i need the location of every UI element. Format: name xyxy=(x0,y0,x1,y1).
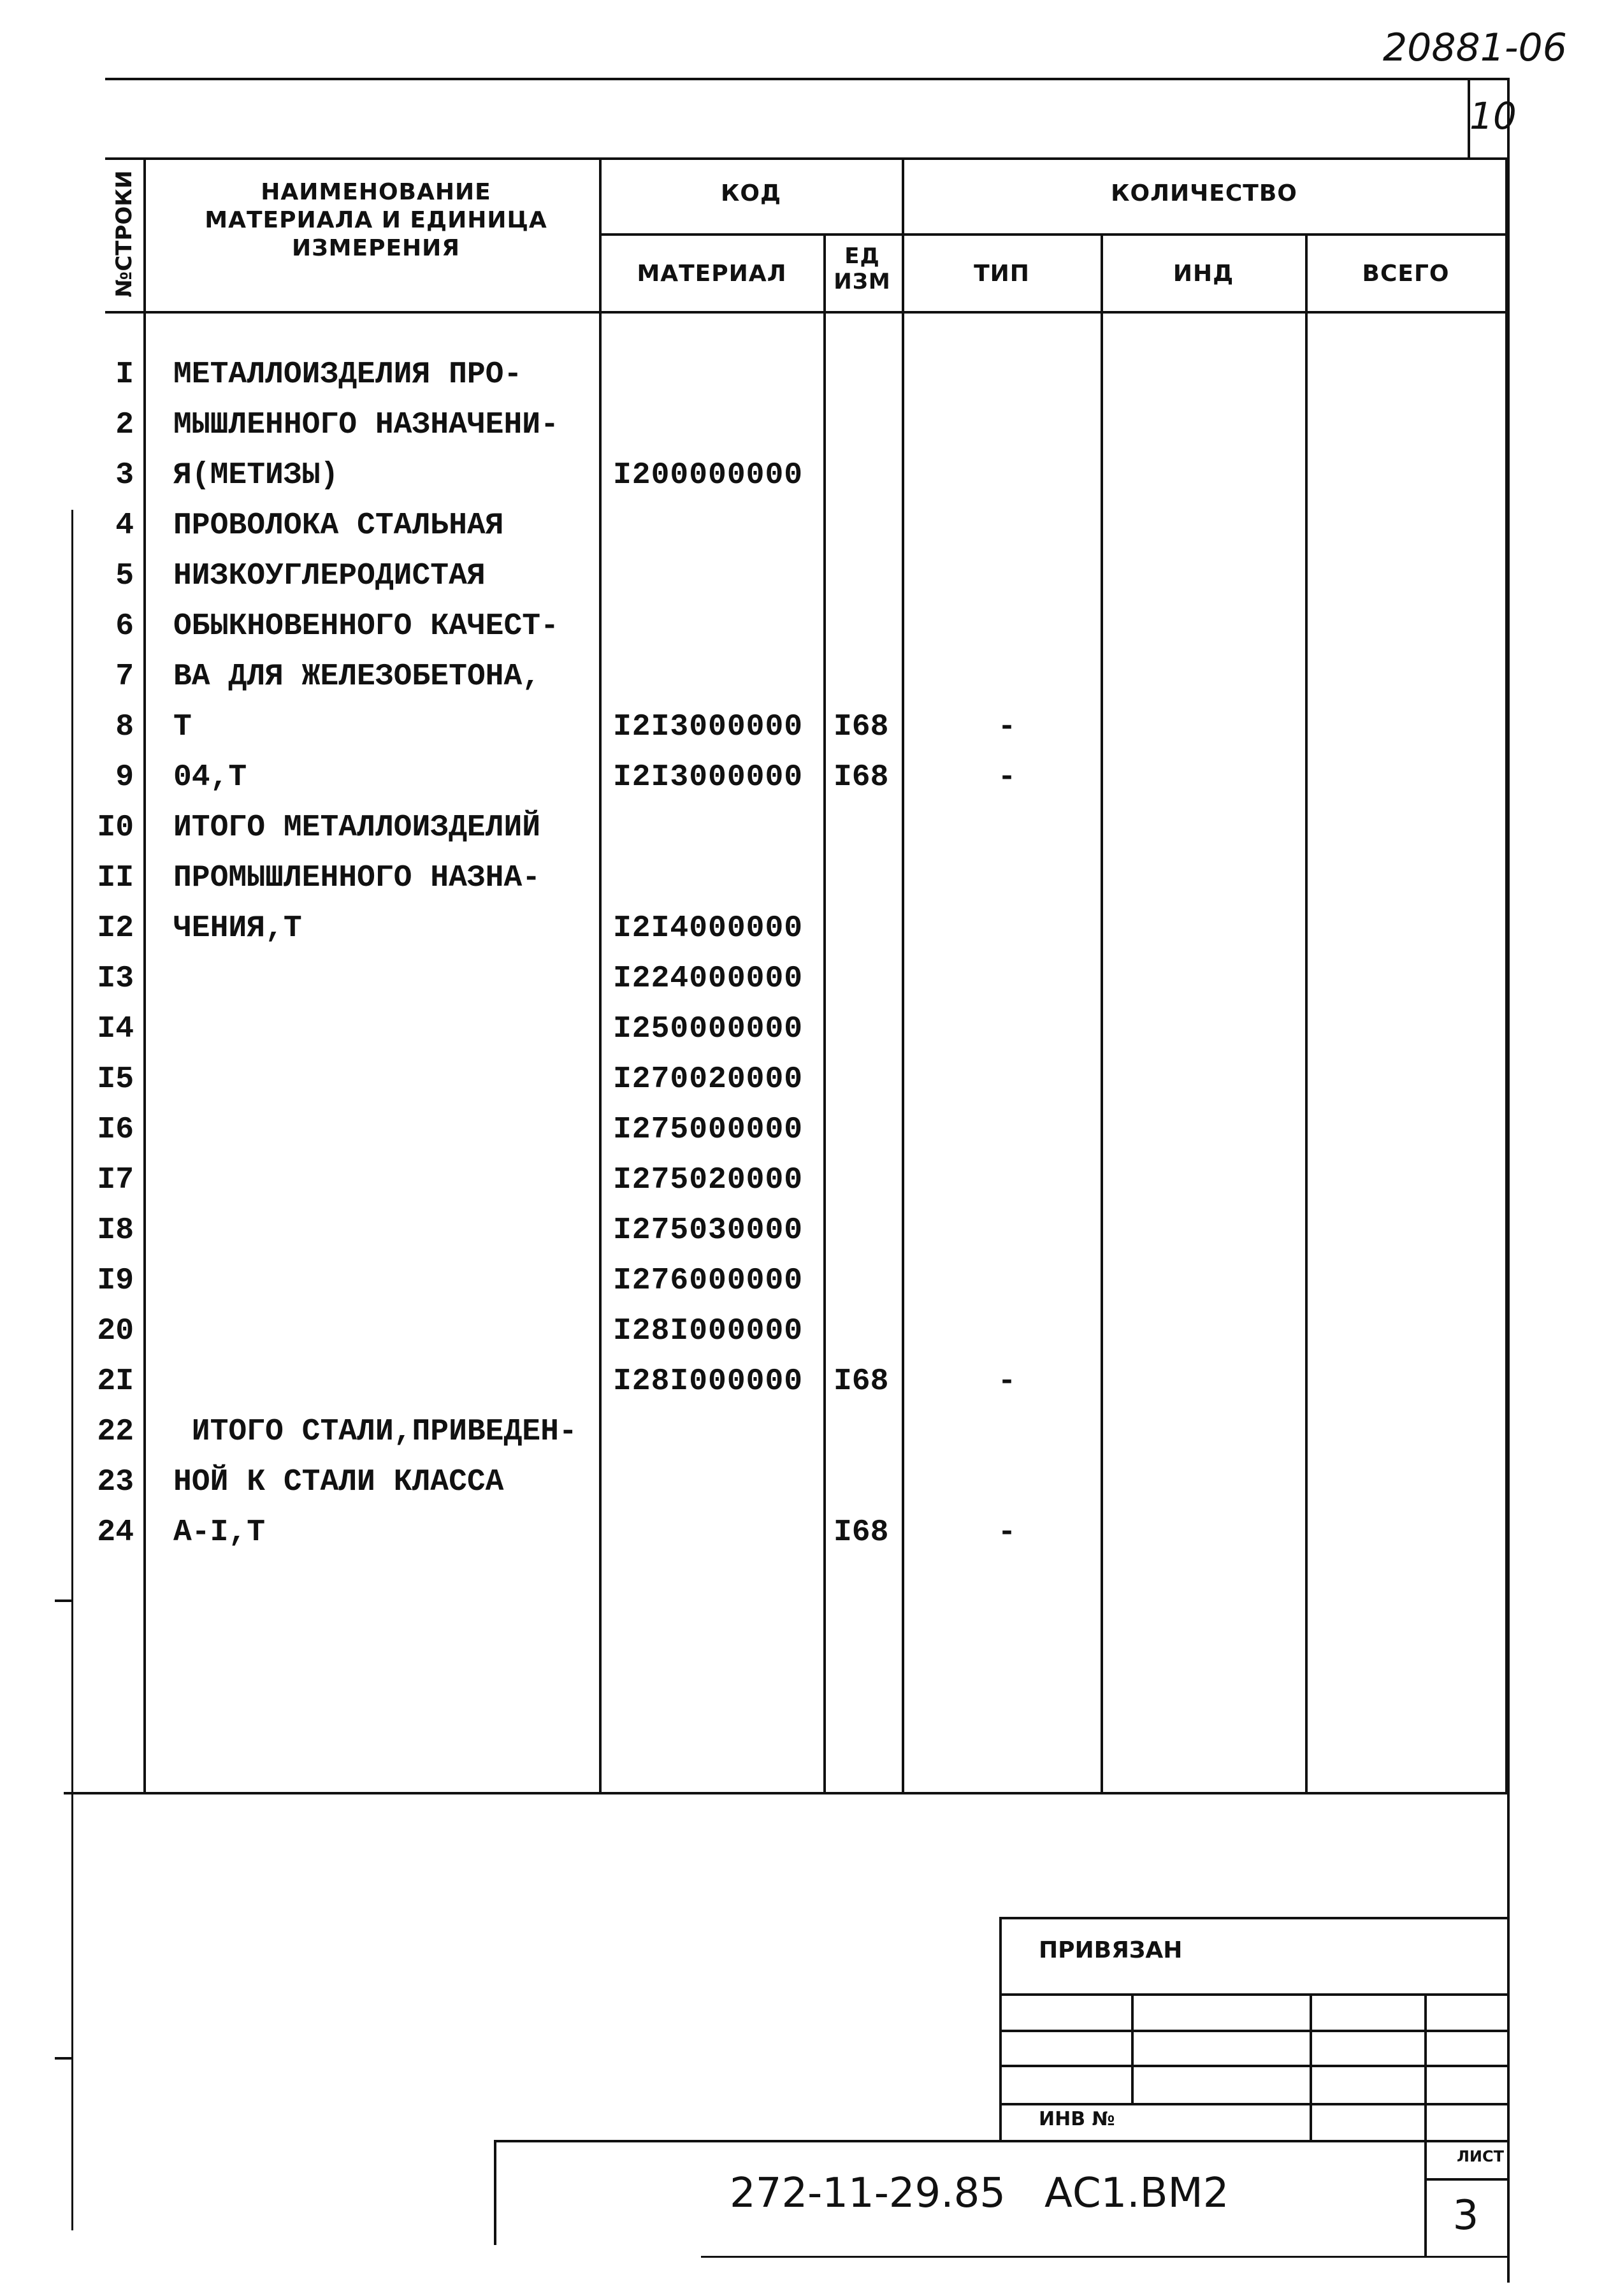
frame-top-line xyxy=(105,78,1507,80)
row-name: ПРОВОЛОКА СТАЛЬНАЯ xyxy=(173,509,504,543)
row-name: ОБЫКНОВЕННОГО КАЧЕСТ- xyxy=(173,609,559,644)
row-number: 7 xyxy=(115,660,134,694)
title-block-top-line xyxy=(494,2140,1507,2142)
row-number: I3 xyxy=(97,962,134,996)
row-number: I8 xyxy=(97,1213,134,1248)
row-number: 3 xyxy=(115,458,134,493)
material-column-header: МАТЕРИАЛ xyxy=(637,261,787,287)
row-name: ПРОМЫШЛЕННОГО НАЗНА- xyxy=(173,861,541,895)
row-name: МЕТАЛЛОИЗДЕЛИЯ ПРО- xyxy=(173,357,523,392)
page-number: 10 xyxy=(1470,94,1517,138)
row-unit-code: I68 xyxy=(834,1364,889,1399)
row-name: ЧЕНИЯ,Т xyxy=(173,911,302,946)
row-material-code: I28I000000 xyxy=(613,1364,804,1399)
table-bottom-line xyxy=(64,1792,1507,1794)
row-number: I4 xyxy=(97,1012,134,1046)
sheet-box-left-line xyxy=(1424,2140,1427,2258)
row-name: ВА ДЛЯ ЖЕЛЕЗОБЕТОНА, xyxy=(173,660,541,694)
sheet-box-mid-line xyxy=(1424,2178,1507,2181)
row-material-code: I275000000 xyxy=(613,1113,804,1147)
row-unit-code: I68 xyxy=(834,760,889,795)
col-line-1 xyxy=(143,157,146,1792)
name-column-header: НАИМЕНОВАНИЕ МАТЕРИАЛА И ЕДИНИЦА ИЗМЕРЕНИЯ xyxy=(205,179,547,261)
row-number: 8 xyxy=(115,710,134,744)
row-number: I2 xyxy=(97,911,134,946)
row-number: I6 xyxy=(97,1113,134,1147)
title-block-left-line xyxy=(494,2140,496,2245)
sheet-label: ЛИСТ xyxy=(1456,2148,1504,2165)
code-column-header: КОД xyxy=(720,180,782,206)
stamp-grid-line-2 xyxy=(999,2030,1507,2032)
row-name: А-I,Т xyxy=(173,1515,266,1550)
row-type-qty: - xyxy=(997,1364,1016,1399)
row-number: I9 xyxy=(97,1264,134,1298)
left-margin-line xyxy=(71,510,73,2230)
left-tick-1 xyxy=(55,1599,71,1602)
row-material-code: I276000000 xyxy=(613,1264,804,1298)
col-line-2 xyxy=(599,157,602,1792)
row-number: I0 xyxy=(97,811,134,845)
row-number: I5 xyxy=(97,1062,134,1097)
row-number: 5 xyxy=(115,559,134,593)
title-block-bottom-line xyxy=(701,2256,1507,2258)
row-number: 22 xyxy=(97,1415,134,1449)
stamp-grid-line-3 xyxy=(999,2065,1507,2067)
row-name: Я(МЕТИЗЫ) xyxy=(173,458,339,493)
stamp-top-line xyxy=(999,1917,1507,1919)
header-bottom-line xyxy=(105,311,1507,314)
row-unit-code: I68 xyxy=(834,1515,889,1550)
inventory-label: ИНВ № xyxy=(1039,2108,1115,2130)
document-designation: 272-11-29.85 АС1.ВМ2 xyxy=(730,2170,1229,2217)
col-line-5 xyxy=(1101,233,1103,1792)
row-type-qty: - xyxy=(997,1515,1016,1550)
sheet-number: 3 xyxy=(1452,2192,1479,2239)
row-unit-code: I68 xyxy=(834,710,889,744)
row-name: 04,Т xyxy=(173,760,247,795)
row-material-code: I2I3000000 xyxy=(613,710,804,744)
row-material-code: I28I000000 xyxy=(613,1314,804,1348)
total-column-header: ВСЕГО xyxy=(1362,261,1450,287)
row-material-code: I224000000 xyxy=(613,962,804,996)
stamp-grid-line-1 xyxy=(999,1993,1507,1996)
row-material-code: I275020000 xyxy=(613,1163,804,1197)
row-number-header: №СТРОКИ xyxy=(112,170,137,298)
row-number: 24 xyxy=(97,1515,134,1550)
row-number: 23 xyxy=(97,1465,134,1499)
left-tick-2 xyxy=(55,2057,71,2060)
row-material-code: I250000000 xyxy=(613,1012,804,1046)
row-number: 2I xyxy=(97,1364,134,1399)
row-name: НОЙ К СТАЛИ КЛАССА xyxy=(173,1465,504,1499)
row-name: ИТОГО МЕТАЛЛОИЗДЕЛИЙ xyxy=(173,811,541,845)
row-name: Т xyxy=(173,710,192,744)
col-line-6 xyxy=(1305,233,1308,1792)
row-type-qty: - xyxy=(997,710,1016,744)
row-number: I7 xyxy=(97,1163,134,1197)
row-number: II xyxy=(97,861,134,895)
header-mid-line xyxy=(600,233,1507,236)
row-number: 9 xyxy=(115,760,134,795)
row-material-code: I270020000 xyxy=(613,1062,804,1097)
row-number: I xyxy=(115,357,134,392)
stamp-grid-col-1 xyxy=(1131,1993,1134,2103)
document-number: 20881-06 xyxy=(1383,25,1567,70)
attached-label: ПРИВЯЗАН xyxy=(1039,1937,1183,1963)
table-top-line xyxy=(105,157,1507,160)
type-column-header: ТИП xyxy=(974,261,1030,287)
stamp-grid-col-3 xyxy=(1424,1993,1427,2140)
col-line-4 xyxy=(902,157,904,1792)
quantity-column-header: КОЛИЧЕСТВО xyxy=(1111,180,1297,206)
col-line-3 xyxy=(823,233,826,1792)
stamp-grid-line-4 xyxy=(999,2103,1507,2105)
row-number: 2 xyxy=(115,408,134,442)
row-type-qty: - xyxy=(997,760,1016,795)
stamp-left-line xyxy=(999,1917,1002,2140)
row-name: НИЗКОУГЛЕРОДИСТАЯ xyxy=(173,559,486,593)
row-material-code: I275030000 xyxy=(613,1213,804,1248)
row-name: МЫШЛЕННОГО НАЗНАЧЕНИ- xyxy=(173,408,559,442)
stamp-grid-col-2 xyxy=(1310,1993,1312,2140)
unit-column-header: ЕД ИЗМ xyxy=(834,243,891,294)
ind-column-header: ИНД xyxy=(1173,261,1234,287)
row-number: 6 xyxy=(115,609,134,644)
row-material-code: I200000000 xyxy=(613,458,804,493)
row-material-code: I2I4000000 xyxy=(613,911,804,946)
row-number: 20 xyxy=(97,1314,134,1348)
row-material-code: I2I3000000 xyxy=(613,760,804,795)
row-name: ИТОГО СТАЛИ,ПРИВЕДЕН- xyxy=(173,1415,577,1449)
col-line-7 xyxy=(1505,157,1508,1792)
row-number: 4 xyxy=(115,509,134,543)
